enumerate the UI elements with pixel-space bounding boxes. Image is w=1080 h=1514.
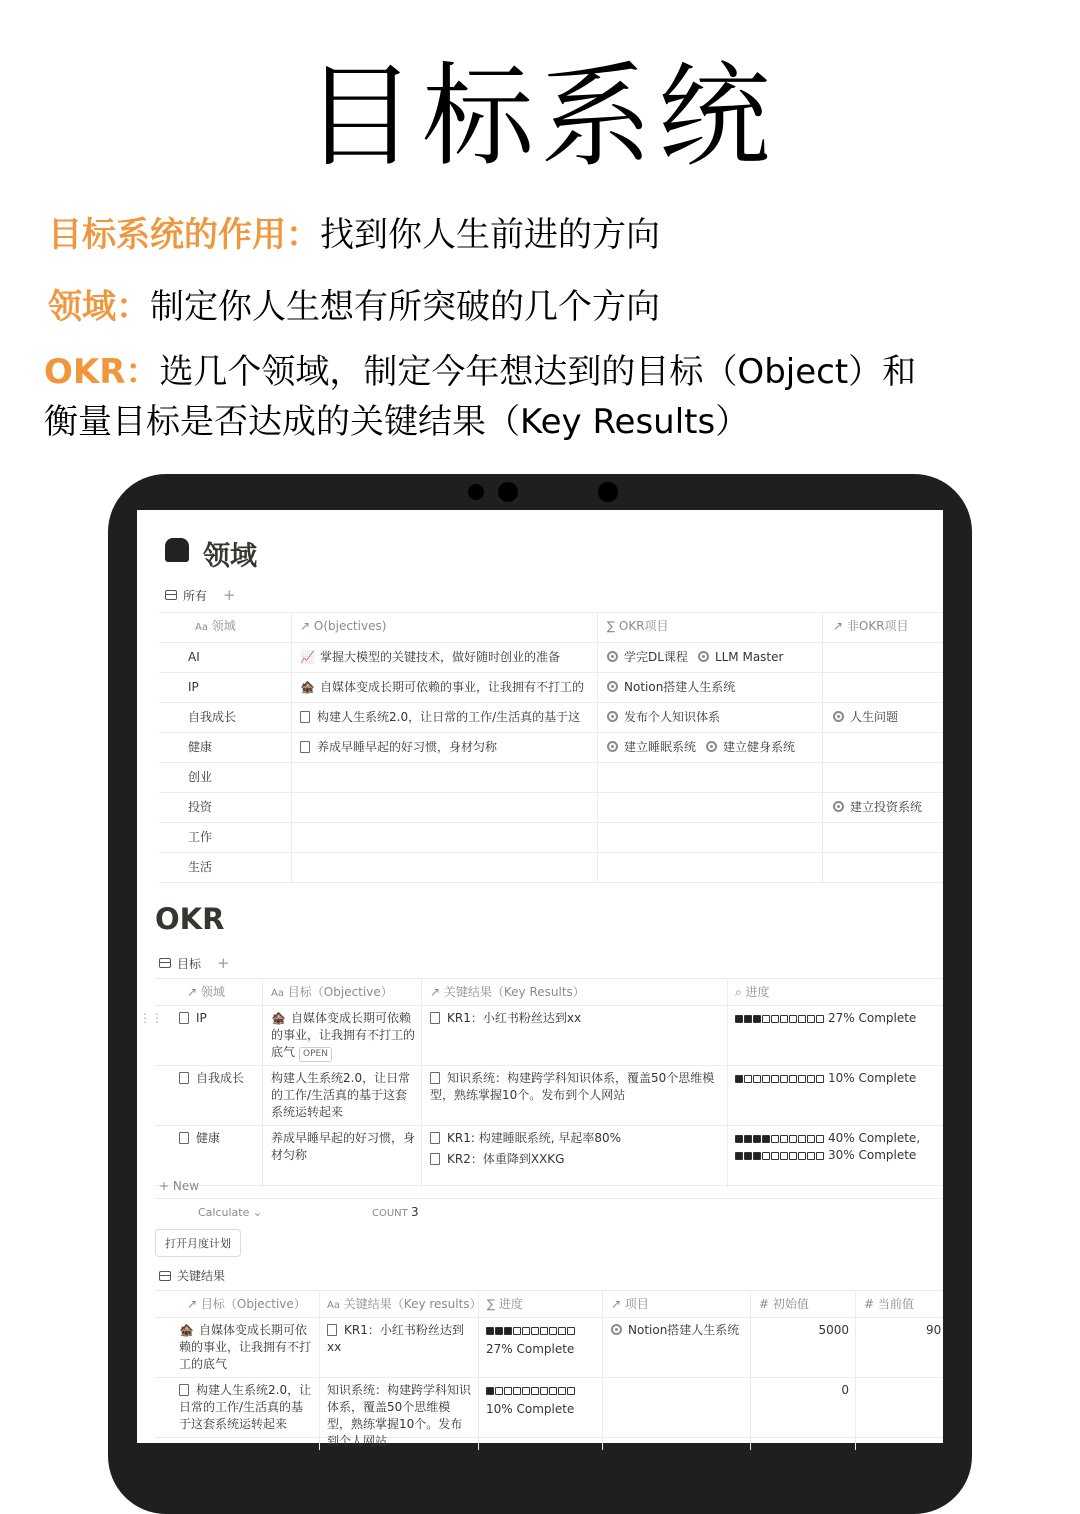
- table-icon: [159, 1271, 171, 1281]
- kr-view-label: 关键结果: [177, 1269, 226, 1283]
- page-icon: [430, 1132, 440, 1144]
- okr-header-area[interactable]: ↗ 领域: [187, 985, 225, 999]
- page-icon: [179, 1072, 189, 1084]
- row-divider: [159, 792, 943, 793]
- row-divider: [155, 1437, 943, 1438]
- col-header-area[interactable]: Aa 领域: [195, 619, 236, 633]
- col-header-objectives[interactable]: ↗ O(bjectives): [300, 619, 387, 633]
- okr-title: OKR: [155, 902, 225, 936]
- intro-text-1: 找到你人生前进的方向: [320, 215, 660, 255]
- intro-text-3: 选几个领域，制定今年想达到的目标（Object）和: [159, 352, 917, 392]
- nonokr-project-link[interactable]: 建立投资系统: [850, 800, 923, 814]
- page-icon: [300, 711, 310, 723]
- row-divider: [159, 732, 943, 733]
- table-icon: [159, 958, 171, 968]
- okr-project-link[interactable]: 学完DL课程: [624, 650, 688, 664]
- kr-start-value[interactable]: 5000: [818, 1323, 849, 1337]
- okr-project-link[interactable]: 发布个人知识体系: [624, 710, 721, 724]
- target-icon: [607, 681, 618, 692]
- areas-title: 领域: [203, 541, 257, 572]
- table-icon: [165, 590, 177, 600]
- kr-name-text: KR1：小红书粉丝达到xx: [327, 1323, 464, 1354]
- kr-progress: [486, 1382, 579, 1418]
- kr-title: KR1：小红书粉丝达到xx: [447, 1011, 582, 1025]
- progress-line: [486, 1382, 579, 1399]
- okr-header-objective[interactable]: Aa 目标（Objective）: [271, 985, 393, 999]
- areas-view-label: 所有: [183, 588, 208, 603]
- kr-title: KR2：体重降到XXKG: [447, 1152, 565, 1166]
- area-nonokr-projects[interactable]: [833, 709, 898, 726]
- area-okr-projects[interactable]: [607, 649, 793, 666]
- row-divider: [155, 1377, 943, 1378]
- kr-header-objective[interactable]: ↗ 目标（Objective）: [187, 1297, 306, 1311]
- progress-line: [735, 1130, 920, 1147]
- col-header-okr[interactable]: ∑ OKR项目: [607, 619, 669, 633]
- area-name[interactable]: IP: [188, 680, 199, 694]
- camera-lens-2: [598, 482, 618, 502]
- row-divider: [159, 672, 943, 673]
- target-icon: [611, 1324, 622, 1335]
- intro-line-4: 衡量目标是否达成的关键结果（Key Results）: [44, 402, 750, 442]
- progress-label: 10% Complete: [828, 1071, 917, 1085]
- kr-view-tab[interactable]: [159, 1267, 225, 1284]
- area-nonokr-projects[interactable]: [833, 799, 922, 816]
- okr-objective-title: 养成早睡早起的好习惯，身材匀称: [271, 1131, 416, 1162]
- kr-objective-title: 自媒体变成长期可依赖的事业，让我拥有不打工的底气: [179, 1323, 312, 1371]
- okr-area-link[interactable]: [179, 1070, 244, 1087]
- camera-lens: [498, 482, 518, 502]
- row-divider: [155, 1125, 943, 1126]
- okr-key-results[interactable]: [430, 1130, 722, 1168]
- okr-area-name: 健康: [196, 1131, 221, 1145]
- count-summary: COUNT 3: [372, 1205, 419, 1219]
- okr-project-link[interactable]: Notion搭建人生系统: [624, 680, 736, 694]
- kr-objective-title: 构建人生系统2.0，让日常的工作/生活真的基于这套系统运转起来: [179, 1383, 312, 1431]
- okr-objective-title: 构建人生系统2.0，让日常的工作/生活真的基于这套系统运转起来: [271, 1071, 411, 1119]
- okr-project-link[interactable]: 建立健身系统: [723, 740, 796, 754]
- okr-area-link[interactable]: [179, 1130, 220, 1147]
- kr-start-value[interactable]: 0: [841, 1383, 849, 1397]
- page-icon: [179, 1012, 189, 1024]
- okr-progress: [735, 1010, 916, 1027]
- okr-view-tab[interactable]: [159, 954, 230, 972]
- kr-project-link[interactable]: [611, 1322, 739, 1339]
- progress-bar: [486, 1387, 575, 1395]
- okr-project-link[interactable]: 建立睡眠系统: [624, 740, 697, 754]
- notion-screen: [137, 510, 943, 1448]
- monthly-plan-button[interactable]: 打开月度计划: [155, 1229, 241, 1257]
- sensor-dot: [468, 484, 484, 500]
- add-view-icon[interactable]: +: [223, 586, 236, 604]
- area-name[interactable]: 健康: [188, 740, 213, 754]
- objective-title: 养成早睡早起的好习惯，身材匀称: [317, 740, 498, 754]
- progress-bar: [486, 1327, 575, 1335]
- kr-link[interactable]: [430, 1151, 722, 1168]
- okr-objective[interactable]: [271, 1010, 417, 1062]
- kr-title: 知识系统：构建跨学科知识体系，覆盖50个思维模型，熟练掌握10个。发布到个人网站: [430, 1071, 715, 1102]
- progress-label: 40% Complete,: [828, 1131, 921, 1145]
- objective-title: 自媒体变成长期可依赖的事业，让我拥有不打工的: [319, 680, 584, 694]
- target-icon: [833, 711, 844, 722]
- open-button[interactable]: OPEN: [299, 1047, 332, 1062]
- page-icon: [327, 1324, 337, 1336]
- okr-progress: [735, 1070, 916, 1087]
- area-okr-projects[interactable]: [607, 709, 730, 726]
- objective-emoji-icon: 📈: [300, 650, 315, 664]
- page-icon: [300, 741, 310, 753]
- kr-link[interactable]: [430, 1010, 722, 1027]
- area-objective[interactable]: [300, 649, 594, 666]
- okr-objective-title: 自媒体变成长期可依赖的事业，让我拥有不打工的底气: [271, 1011, 416, 1059]
- kr-header-start[interactable]: # 初始值: [759, 1297, 809, 1311]
- row-divider: [159, 882, 943, 883]
- target-icon: [607, 711, 618, 722]
- intro-line-3: [44, 347, 916, 397]
- okr-area-name: 自我成长: [196, 1071, 245, 1085]
- row-divider: [159, 852, 943, 853]
- kr-name-text: 知识系统：构建跨学科知识体系，覆盖50个思维模型，熟练掌握10个。发布到个人网站: [327, 1383, 472, 1448]
- progress-label: 10% Complete: [486, 1402, 575, 1416]
- progress-bar: [735, 1152, 824, 1160]
- okr-view-label: 目标: [177, 956, 202, 971]
- poster-title: 目标系统: [304, 52, 776, 182]
- okr-objective[interactable]: [271, 1130, 417, 1164]
- progress-line: [735, 1070, 916, 1087]
- area-name[interactable]: 工作: [188, 830, 213, 844]
- area-name[interactable]: 自我成长: [188, 710, 237, 724]
- area-name[interactable]: 投资: [188, 800, 213, 814]
- kr-link[interactable]: [430, 1130, 722, 1147]
- objective-title: 掌握大模型的关键技术，做好随时创业的准备: [319, 650, 560, 664]
- bread-icon: [165, 538, 189, 562]
- drag-handle-icon[interactable]: ⋮⋮: [139, 1011, 163, 1025]
- progress-line: [486, 1322, 579, 1339]
- okr-header-progress[interactable]: ⌕ 进度: [735, 985, 770, 999]
- new-row-button[interactable]: + New: [159, 1179, 200, 1193]
- area-okr-projects[interactable]: [607, 679, 745, 696]
- kr-header-current[interactable]: # 当前值: [864, 1297, 914, 1311]
- progress-bar: [735, 1135, 824, 1143]
- objective-title: 构建人生系统2.0，让日常的工作/生活真的基于这: [317, 710, 581, 724]
- progress-line: [735, 1147, 920, 1164]
- kr-objective-link[interactable]: [179, 1382, 315, 1433]
- page-icon: [179, 1384, 189, 1396]
- row-divider: [159, 762, 943, 763]
- intro-highlight-1: 目标系统的作用：: [48, 215, 320, 255]
- objective-emoji-icon: 🏚️: [271, 1011, 286, 1025]
- intro-highlight-2: 领域：: [48, 287, 150, 327]
- intro-highlight-3: OKR：: [44, 352, 160, 392]
- row-divider: [159, 822, 943, 823]
- progress-bar: [735, 1075, 824, 1083]
- area-okr-projects[interactable]: [607, 739, 805, 756]
- okr-key-results[interactable]: [430, 1070, 722, 1104]
- target-icon: [607, 651, 618, 662]
- okr-area-link[interactable]: [179, 1010, 207, 1027]
- okr-project-link[interactable]: LLM Master: [714, 650, 784, 664]
- okr-header-kr[interactable]: ↗ 关键结果（Key Results）: [430, 985, 585, 999]
- row-divider: [159, 702, 943, 703]
- progress-bar: [735, 1015, 824, 1023]
- objective-emoji-icon: 🏚️: [300, 680, 315, 694]
- progress-line: [735, 1010, 916, 1027]
- row-divider: [155, 1185, 943, 1186]
- target-icon: [706, 741, 717, 752]
- page-icon: [430, 1153, 440, 1165]
- areas-view-tab[interactable]: [165, 586, 236, 604]
- calculate-dropdown[interactable]: Calculate ⌄: [198, 1206, 263, 1219]
- area-objective[interactable]: [300, 739, 594, 756]
- page-icon: [430, 1012, 440, 1024]
- area-objective[interactable]: [300, 679, 594, 696]
- kr-name[interactable]: [327, 1322, 473, 1356]
- kr-progress: [486, 1322, 579, 1358]
- kr-link[interactable]: [430, 1070, 722, 1104]
- intro-line-2: [48, 282, 660, 332]
- okr-key-results[interactable]: [430, 1010, 722, 1027]
- area-name[interactable]: 生活: [188, 860, 213, 874]
- okr-area-name: IP: [196, 1011, 207, 1025]
- area-name[interactable]: 创业: [188, 770, 213, 784]
- kr-header-project[interactable]: ↗ 项目: [611, 1297, 649, 1311]
- row-divider: [155, 1065, 943, 1066]
- okr-objective[interactable]: [271, 1070, 417, 1121]
- col-header-nonokr[interactable]: ↗ 非OKR项目: [833, 619, 909, 633]
- kr-name[interactable]: [327, 1382, 473, 1448]
- okr-progress: [735, 1130, 920, 1164]
- progress-label: 30% Complete: [828, 1148, 917, 1162]
- progress-label: 27% Complete: [486, 1342, 575, 1356]
- page-icon: [179, 1132, 189, 1144]
- kr-header-kr[interactable]: Aa 关键结果（Key results）: [327, 1297, 482, 1311]
- target-icon: [833, 801, 844, 812]
- add-view-icon[interactable]: +: [217, 954, 230, 972]
- kr-title: KR1: 构建睡眠系统, 早起率80%: [447, 1131, 622, 1145]
- intro-line-1: [48, 210, 660, 260]
- kr-header-progress[interactable]: ∑ 进度: [487, 1297, 523, 1311]
- area-name[interactable]: AI: [188, 650, 200, 664]
- area-objective[interactable]: [300, 709, 594, 726]
- kr-project-name: Notion搭建人生系统: [628, 1323, 740, 1337]
- kr-current-value[interactable]: 90: [926, 1323, 942, 1337]
- page-icon: [430, 1072, 440, 1084]
- target-icon: [607, 741, 618, 752]
- nonokr-project-link[interactable]: 人生问题: [850, 710, 899, 724]
- progress-label: 27% Complete: [828, 1011, 917, 1025]
- intro-text-2: 制定你人生想有所突破的几个方向: [150, 287, 660, 327]
- kr-objective-link[interactable]: [179, 1322, 315, 1373]
- objective-emoji-icon: 🏚️: [179, 1323, 194, 1337]
- target-icon: [698, 651, 709, 662]
